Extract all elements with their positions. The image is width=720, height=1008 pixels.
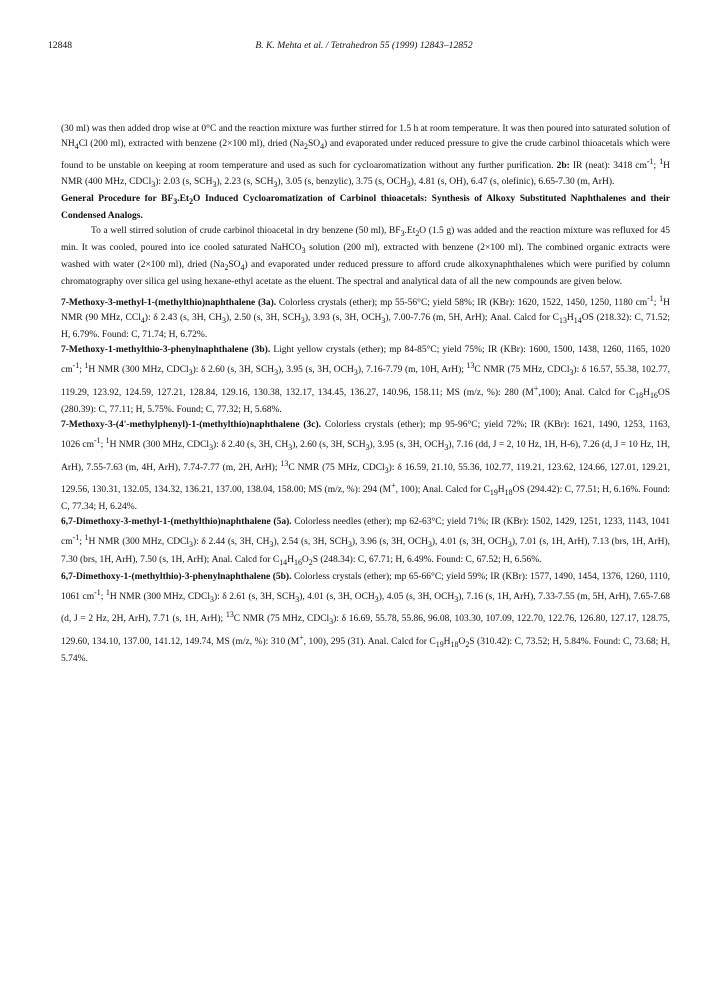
compound-5a: 6,7-Dimethoxy-3-methyl-1-(methylthio)naphthalene (5a). Colorless needles (ether); mp 62-63°C; yield 71%; IR (KBr): 1502, 1429, 1251, 1233, 1143, 1041 $cm^{-1}$; $^1$H NMR (300 MHz, CDCl$_3$): δ 2.44 (s, 3H, $CH_3$), 2.54 (s, 3H, $SCH_3$), 3.96 (s, 3H, $OCH_3$), 4.01 (s, 3H, $OCH_3$), 7.01 (s, 1H, ArH), 7.13 (brs, 1H, ArH), 7.30 (brs, 1H, ArH), 7.50 (s, 1H, ArH); Anal. Calcd for $C_{14}H_{16}O_2S$ (248.34): C, 67.71; H, 6.49%. Found: C, 67.52; H, 6.56%. xyxy=(61,517,670,567)
article-body xyxy=(61,122,670,667)
paragraph-procedure: To a well stirred solution of crude carbinol thioacetal in dry benzene (50 ml), $BF_3.Et_2O$ (1.5 g) was added and the reaction mixture was refluxed for 45 min. It was cooled, poured into ice cooled saturated NaHCO$_3$ solution (200 ml), extracted with benzene (2×100 ml). The combined organic extracts were washed with water (2×100 ml), dried $(Na_2SO_4)$ and evaporated under reduced pressure to afford crude alkoxynaphthalenes which were purified by column chromatography over silica gel using hexane-ethyl acetate as the eluent. The spectral and analytical data of all the new compounds are given below. xyxy=(61,226,671,288)
running-header xyxy=(48,40,680,54)
compound-title: 6,7-Dimethoxy-1-(methylthio)-3-phenylnaphthalene (5b). xyxy=(61,571,292,582)
compound-title: 6,7-Dimethoxy-3-methyl-1-(methylthio)naphthalene (5a). xyxy=(61,517,292,528)
running-title: B. K. Mehta et al. / Tetrahedron 55 (1999) 12843–12852 xyxy=(255,40,473,51)
compound-label: 2b: xyxy=(556,161,570,172)
compound-5b: 6,7-Dimethoxy-1-(methylthio)-3-phenylnaphthalene (5b). Colorless crystals (ether); mp 65-66°C; yield 59%; IR (KBr): 1577, 1490, 1454, 1376, 1260, 1110, 1061 $cm^{-1}$; $^1$H NMR (300 MHz, CDCl$_3$): δ 2.61 (s, 3H, $SCH_3$), 4.01 (s, 3H, $OCH_3$), 4.05 (s, 3H, $OCH_3$), 7.16 (s, 1H, ArH), 7.33-7.55 (m, 5H, ArH), 7.65-7.68 (d, J = 2 Hz, 2H, ArH), 7.71 (s, 1H, ArH); $^{13}$C NMR (75 MHz, CDCl$_3$): δ 16.69, 55.78, 55.86, 96.08, 103.30, 107.09, 122.70, 122.76, 126.80, 127.17, 128.75, 129.60, 134.10, 137.00, 141.12, 149.74, MS (m/z, %): 310 (M+, 100), 295 (31). Anal. Calcd for $C_{19}H_{18}O_2S$ (310.42): C, 73.52; H, 5.84%. Found: C, 73.68; H, 5.74%. xyxy=(61,571,671,664)
compound-3b: 7-Methoxy-1-methylthio-3-phenylnaphthalene (3b). Light yellow crystals (ether); mp 84-85°C; yield 75%; IR (KBr): 1600, 1500, 1438, 1260, 1165, 1020 $cm^{-1}$; $^1$H NMR (300 MHz, CDCl$_3$): δ 2.60 (s, 3H, $SCH_3$), 3.95 (s, 3H, $OCH_3$), 7.16-7.79 (m, 10H, ArH); $^{13}$C NMR (75 MHz, CDCl$_3$): δ 16.57, 55.38, 102.77, 119.29, 123.92, 124.59, 127.21, 128.84, 129.16, 130.38, 132.17, 134.45, 136.27, 140.96, 158.11; MS (m/z, %): 280 (M+,100); Anal. Calcd for $C_{18}H_{16}OS$ (280.39): C, 77.11; H, 5.75%. Found; C, 77.32; H, 5.68%. xyxy=(61,345,671,415)
section-heading: General Procedure for $BF_3.Et_2O$ Induced Cycloaromatization of Carbinol thioacetals: Synthesis of Alkoxy Substituted Naphthalenes and their Condensed Analogs. xyxy=(61,193,670,221)
compound-title: 7-Methoxy-1-methylthio-3-phenylnaphthalene (3b). xyxy=(61,345,271,356)
compound-title: 7-Methoxy-3-(4'-methylphenyl)-1-(methylthio)naphthalene (3c). xyxy=(61,420,322,431)
page-number: 12848 xyxy=(48,40,72,51)
compound-3c: 7-Methoxy-3-(4'-methylphenyl)-1-(methylthio)naphthalene (3c). Colorless crystals (ether); mp 95-96°C; yield 72%; IR (KBr): 1621, 1490, 1253, 1163, 1026 $cm^{-1}$; $^1$H NMR (300 MHz, CDCl$_3$): δ 2.40 (s, 3H, $CH_3$), 2.60 (s, 3H, $SCH_3$), 3.95 (s, 3H, $OCH_3$), 7.16 (dd, J = 2, 10 Hz, 1H, H-6), 7.26 (d, J = 10 Hz, 1H, ArH), 7.55-7.63 (m, 4H, ArH), 7.74-7.77 (m, 2H, ArH); $^{13}$C NMR (75 MHz, CDCl$_3$): δ 16.59, 21.10, 55.36, 102.77, 119.21, 123.62, 124.66, 127.01, 129.21, 129.56, 130.31, 132.05, 134.32, 136.21, 137.00, 138.04, 158.00; MS (m/z, %): 294 (M+, 100); Anal. Calcd for $C_{19}H_{18}OS$ (294.42): C, 77.51; H, 6.16%. Found: C, 77.34; H, 6.24%. xyxy=(61,420,671,513)
compound-3a: 7-Methoxy-3-methyl-1-(methylthio)naphthalene (3a). Colorless crystals (ether); mp 55-56°C; yield 58%; IR (KBr): 1620, 1522, 1450, 1250, 1180 $cm^{-1}$; $^1$H NMR (90 MHz, CCl$_4$): δ 2.43 (s, 3H, $CH_3$), 2.50 (s, 3H, $SCH_3$), 3.93 (s, 3H, $OCH_3$), 7.00-7.76 (m, 5H, ArH); Anal. Calcd for $C_{13}H_{14}OS$ (218.32): C, 71.52; H, 6.79%. Found: C, 71.74; H, 6.72%. xyxy=(61,293,670,340)
paragraph-workup: (30 ml) was then added drop wise at 0°C and the reaction mixture was further stirred for 1.5 h at room temperature. It was then poured into saturated solution of $NH_4Cl$ (200 ml), extracted with benzene (2×100 ml), dried $(Na_2SO_4)$ and evaporated under reduced pressure to give the crude carbinol thioacetals which were found to be unstable on keeping at room temperature and used as such for cycloaromatization without any further purification. 2b: IR (neat): 3418 $cm^{-1}$; $^1$H NMR (400 MHz, CDCl$_3$): 2.03 (s, $SCH_3$), 2.23 (s, $SCH_3$), 3.05 (s, benzylic), 3.75 (s, $OCH_3$), 4.81 (s, OH), 6.47 (s, olefinic), 6.65-7.30 (m, ArH). xyxy=(61,124,671,189)
compound-title: 7-Methoxy-3-methyl-1-(methylthio)naphthalene (3a). xyxy=(61,297,277,308)
